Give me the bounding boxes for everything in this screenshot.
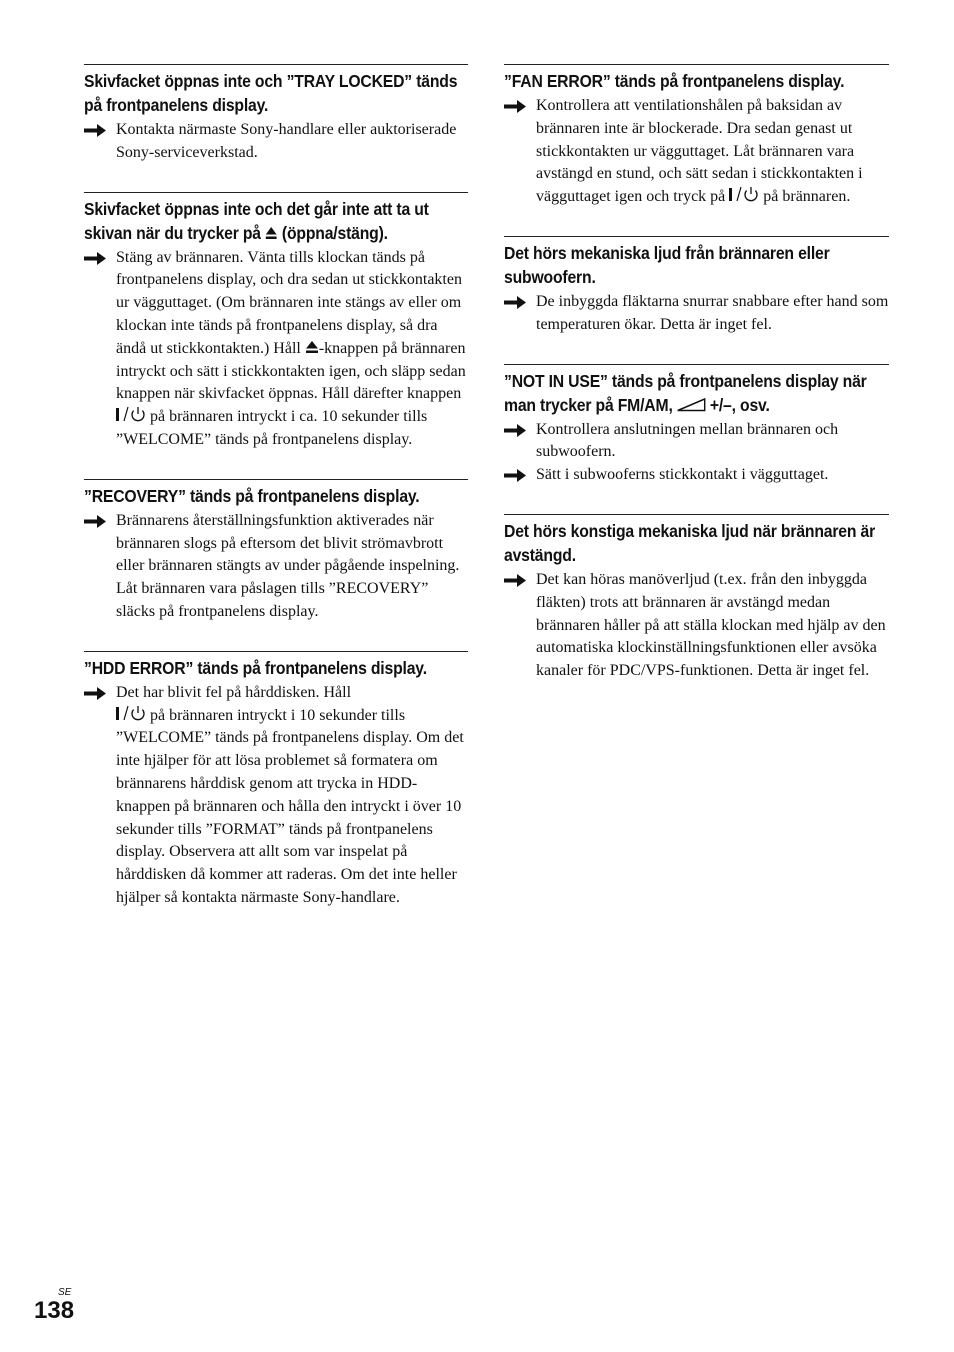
section-heading: ”NOT IN USE” tänds på frontpanelens display när man trycker på FM/AM, +/–, osv. — [504, 370, 867, 415]
section-recovery — [84, 479, 468, 624]
list-item — [504, 464, 889, 487]
page-number: 138 — [34, 1297, 75, 1324]
item-text: Stäng av brännaren. Vänta tills klockan tänds på frontpanelens display, och dra sedan ut stickkontakten ur vägguttaget. (Om brännaren inte stängs av eller om klockan inte tänds på frontpanelens display, så dra ändå ut stickkontakten.) Håll -knappen på brännaren intryckt och sätt i stickkontakten igen, och släpp sedan knappen när skivfacket öppnas. Håll därefter knappen på brännaren intryckt i ca. 10 sekunder tills ”WELCOME” tänds på frontpanelens display. — [116, 248, 466, 448]
right-arrow-icon — [504, 469, 526, 482]
item-text: De inbyggda fläktarna snurrar snabbare efter hand som temperaturen ökar. Detta är inget fel. — [536, 292, 889, 333]
right-arrow-icon — [84, 124, 106, 137]
right-arrow-icon — [84, 687, 106, 700]
list-item — [504, 419, 889, 465]
section-heading: ”RECOVERY” tänds på frontpanelens display. — [84, 485, 420, 506]
page-footer — [34, 1288, 74, 1324]
section-not-in-use — [504, 364, 889, 487]
right-arrow-icon — [504, 100, 526, 113]
right-arrow-icon — [504, 424, 526, 437]
list-item — [84, 510, 468, 624]
section-fan-error — [504, 64, 889, 209]
list-item — [504, 569, 889, 683]
section-strange-noise — [504, 514, 889, 683]
volume-wedge-icon — [677, 398, 706, 412]
language-code: SE — [58, 1287, 72, 1298]
list-item — [504, 291, 889, 337]
eject-icon — [305, 340, 319, 354]
right-arrow-icon — [504, 296, 526, 309]
section-heading: Det hörs konstiga mekaniska ljud när brännaren är avstängd. — [504, 520, 876, 565]
eject-icon — [265, 226, 278, 240]
section-heading: Skivfacket öppnas inte och det går inte att ta ut skivan när du trycker på (öppna/stäng). — [84, 198, 429, 243]
left-column — [84, 64, 468, 937]
item-text: Kontakta närmaste Sony-handlare eller auktoriserade Sony-serviceverkstad. — [116, 121, 457, 161]
power-standby-icon — [729, 186, 759, 202]
item-text: Sätt i subwooferns stickkontakt i vägguttaget. — [536, 466, 829, 484]
item-text: Brännarens återställningsfunktion aktiverades när brännaren slogs på eftersom det blivit strömavbrott eller brännaren stängts av under pågående inspelning. Låt brännaren vara påslagen tills ”RECOVERY” släcks på frontpanelens display. — [116, 511, 460, 620]
section-tray-locked — [84, 64, 468, 165]
item-text: Det har blivit fel på hårddisken. Håll på brännaren intryckt i 10 sekunder tills ”WELCOME” tänds på frontpanelens display. Om det inte hjälper för att lösa problemet så formatera om brännarens hårddisk genom att trycka in HDD-knappen på brännaren och hålla den intryckt i över 10 sekunder tills ”FORMAT” tänds på frontpanelens display. Observera att allt som var inspelat på hårddisken då kommer att raderas. Om det inte heller hjälper så kontakta närmaste Sony-handlare. — [116, 683, 464, 906]
section-heading: Det hörs mekaniska ljud från brännaren eller subwoofern. — [504, 242, 830, 287]
power-standby-icon — [116, 705, 146, 721]
section-tray-eject — [84, 192, 468, 452]
item-text: Det kan höras manöverljud (t.ex. från den inbyggda fläkten) trots att brännaren är avstängd medan brännaren håller på att ställa klockan med hjälp av den automatiska klockinställningsfunktionen eller avsöka kanaler för PDC/VPS-funktionen. Detta är inget fel. — [536, 570, 886, 680]
right-column — [504, 64, 889, 710]
section-mechanical-noise — [504, 236, 889, 337]
right-arrow-icon — [84, 515, 106, 528]
section-heading: ”HDD ERROR” tänds på frontpanelens display. — [84, 657, 427, 678]
item-text: Kontrollera anslutningen mellan brännaren och subwoofern. — [536, 420, 839, 461]
item-text: Kontrollera att ventilationshålen på baksidan av brännaren inte är blockerade. Dra sedan genast ut stickkontakten ur vägguttaget. Låt brännaren vara avstängd en stund, och sätt sedan i stickkontakten i vägguttaget igen och tryck på på brännaren. — [536, 97, 863, 206]
list-item — [84, 119, 468, 165]
section-heading: Skivfacket öppnas inte och ”TRAY LOCKED” tänds på frontpanelens display. — [84, 71, 458, 115]
list-item — [504, 95, 889, 209]
right-arrow-icon — [84, 252, 106, 265]
power-standby-icon — [116, 406, 146, 422]
section-hdd-error — [84, 651, 468, 910]
right-arrow-icon — [504, 574, 526, 587]
section-heading: ”FAN ERROR” tänds på frontpanelens display. — [504, 71, 845, 91]
list-item — [84, 247, 468, 452]
list-item — [84, 682, 468, 910]
